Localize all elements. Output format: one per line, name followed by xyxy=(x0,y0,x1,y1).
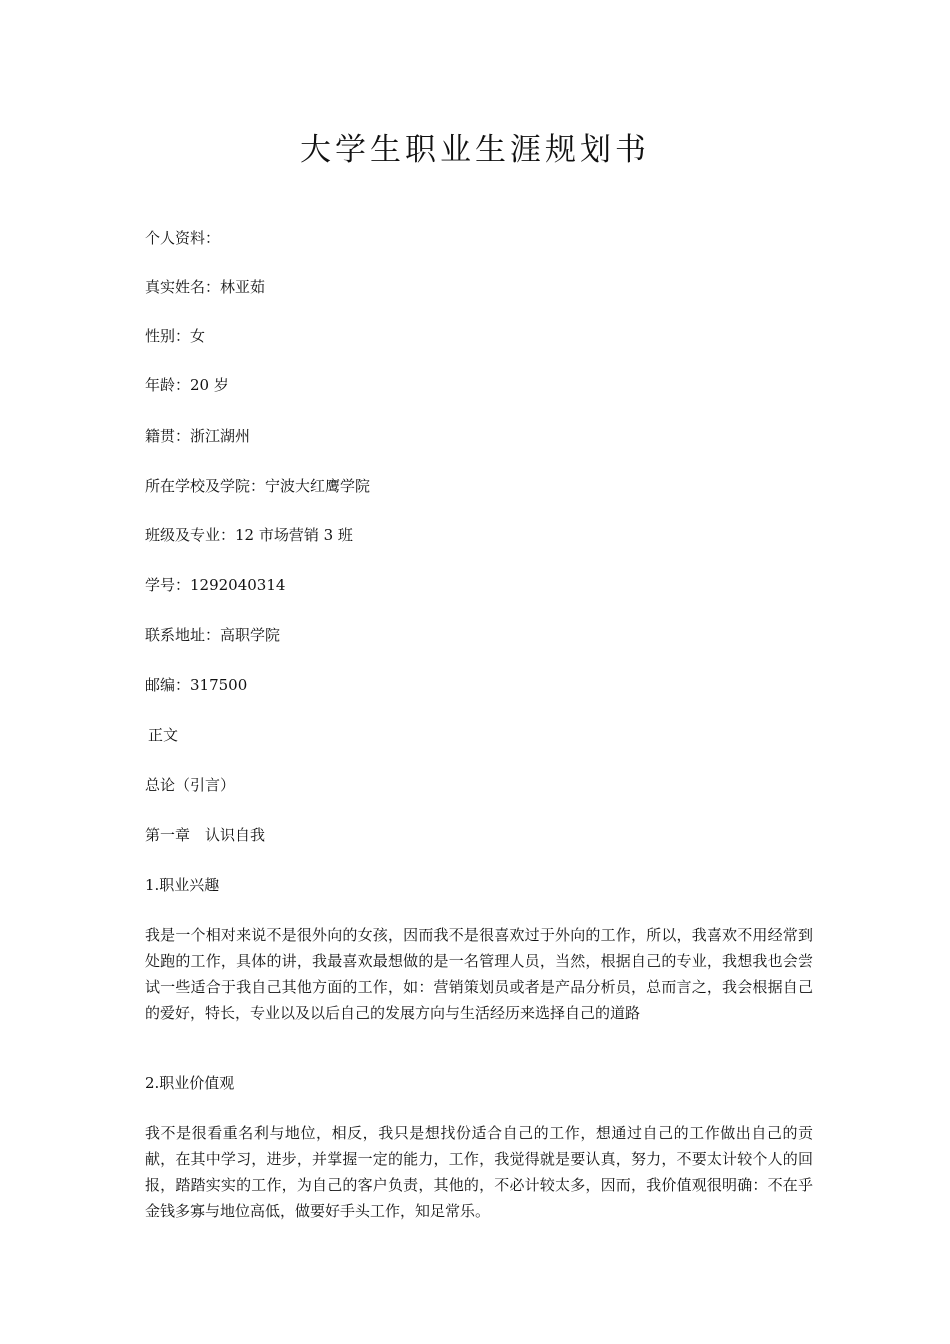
name-line: 真实姓名：林亚茹 xyxy=(145,278,266,296)
postcode-line: 邮编：317500 xyxy=(145,676,248,694)
paragraph-interest: 我是一个相对来说不是很外向的女孩，因而我不是很喜欢过于外向的工作，所以，我喜欢不用经常到处跑的工作，具体的讲，我最喜欢最想做的是一名管理人员，当然，根据自己的专业，我想我也会尝试一些适合于我自己其他方面的工作，如：营销策划员或者是产品分析员，总而言之，我会根据自己的爱好，特长，专业以及以后自己的发展方向与生活经历来选择自己的道路 xyxy=(145,926,813,1022)
personal-info-heading: 个人资料： xyxy=(145,229,221,247)
student-id-line: 学号：1292040314 xyxy=(145,576,286,594)
school-line: 所在学校及学院：宁波大红鹰学院 xyxy=(145,477,371,495)
chapter-heading: 第一章 认识自我 xyxy=(145,826,266,844)
hometown-line: 籍贯：浙江湖州 xyxy=(145,427,251,445)
address-line: 联系地址：高职学院 xyxy=(145,626,281,644)
section-heading-interest: 1.职业兴趣 xyxy=(145,876,220,894)
document-title: 大学生职业生涯规划书 xyxy=(300,132,650,168)
intro-heading: 总论（引言） xyxy=(145,776,236,794)
body-heading: 正文 xyxy=(148,726,179,744)
class-line: 班级及专业：12 市场营销 3 班 xyxy=(145,526,353,544)
gender-line: 性别：女 xyxy=(145,327,206,345)
section-heading-values: 2.职业价值观 xyxy=(145,1074,235,1092)
paragraph-values: 我不是很看重名利与地位，相反，我只是想找份适合自己的工作，想通过自己的工作做出自己的贡献，在其中学习，进步，并掌握一定的能力，工作，我觉得就是要认真，努力，不要太计较个人的回报，踏踏实实的工作，为自己的客户负责，其他的，不必计较太多，因而，我价值观很明确：不在乎金钱多寡与地位高低，做要好手头工作，知足常乐。 xyxy=(145,1124,813,1220)
age-line: 年龄：20 岁 xyxy=(145,376,229,394)
